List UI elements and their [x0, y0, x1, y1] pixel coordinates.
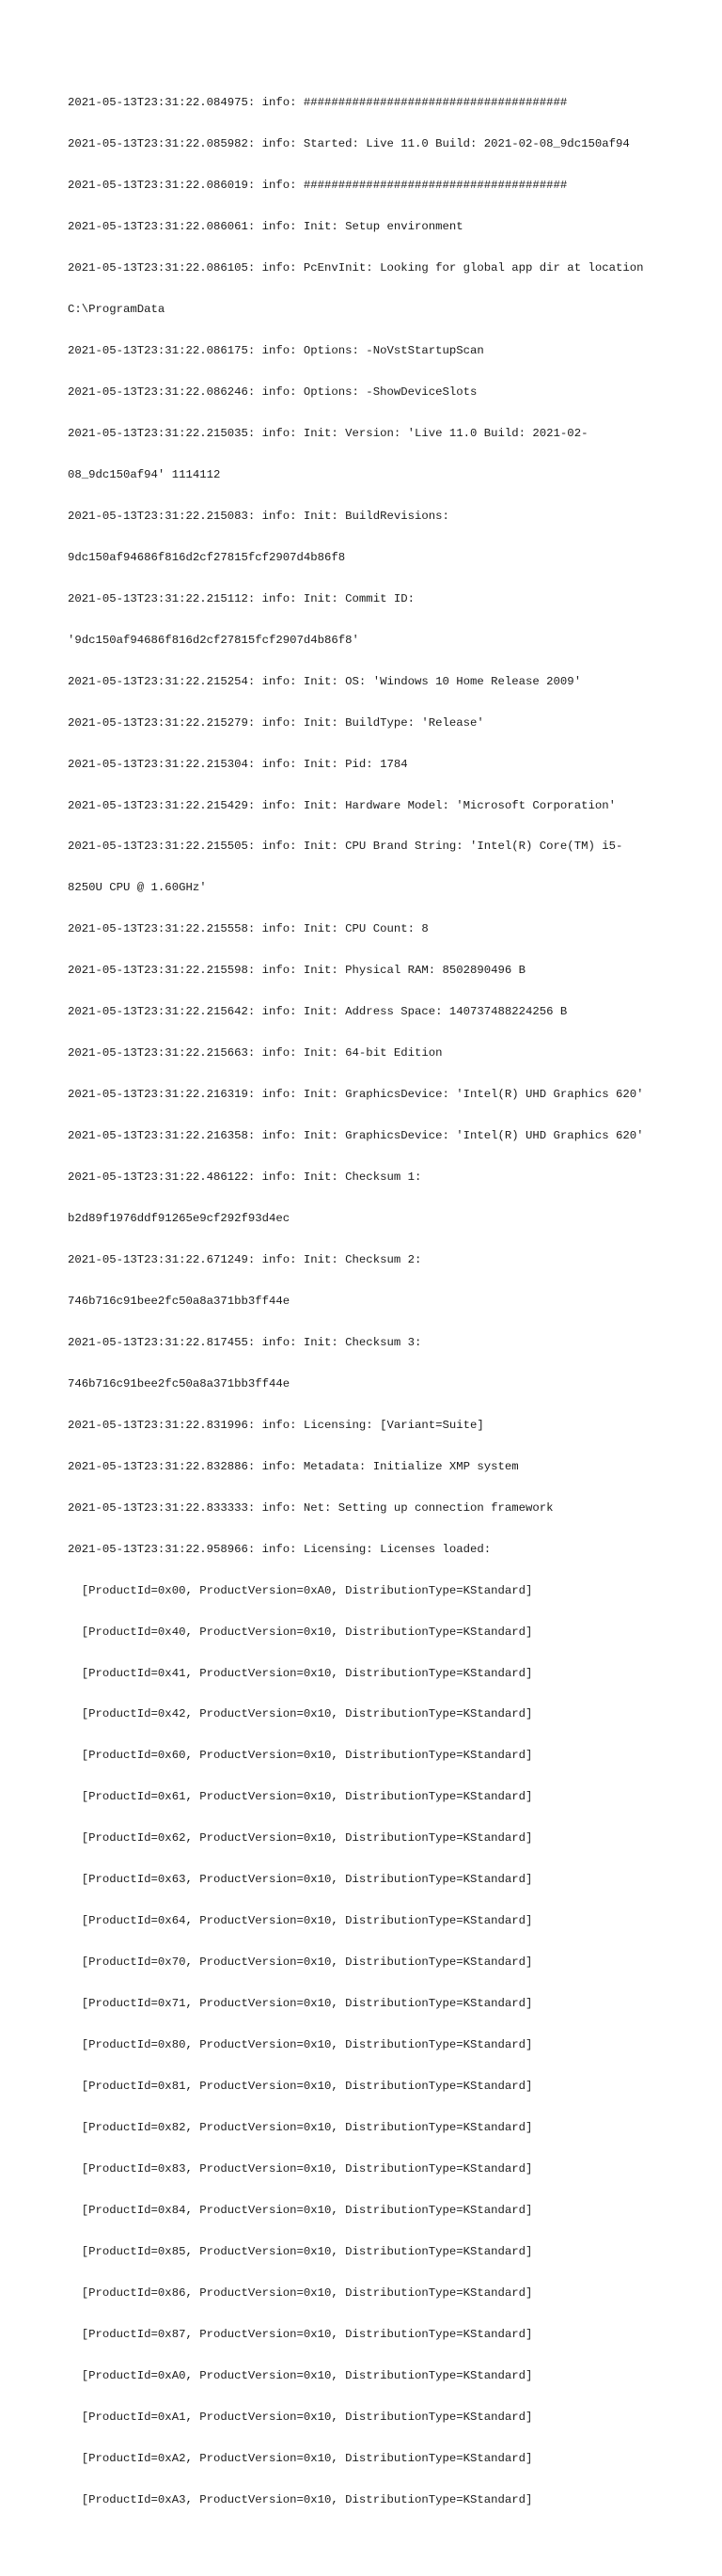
log-line: 746b716c91bee2fc50a8a371bb3ff44e	[68, 1294, 290, 1308]
log-line: 2021-05-13T23:31:22.817455: info: Init: Checksum 3:	[68, 1335, 422, 1349]
log-line: [ProductId=0xA3, ProductVersion=0x10, DistributionType=KStandard]	[68, 2492, 533, 2506]
log-line: 2021-05-13T23:31:22.215663: info: Init: 64-bit Edition	[68, 1046, 443, 1060]
log-line: [ProductId=0x83, ProductVersion=0x10, DistributionType=KStandard]	[68, 2161, 533, 2175]
log-line: [ProductId=0x40, ProductVersion=0x10, DistributionType=KStandard]	[68, 1625, 533, 1639]
log-line: [ProductId=0x71, ProductVersion=0x10, DistributionType=KStandard]	[68, 1997, 533, 2011]
log-line: [ProductId=0x62, ProductVersion=0x10, DistributionType=KStandard]	[68, 1831, 533, 1846]
log-line: 2021-05-13T23:31:22.086246: info: Options: -ShowDeviceSlots	[68, 385, 478, 399]
log-line: [ProductId=0x87, ProductVersion=0x10, DistributionType=KStandard]	[68, 2327, 533, 2341]
log-line: 746b716c91bee2fc50a8a371bb3ff44e	[68, 1376, 290, 1390]
log-line: [ProductId=0xA2, ProductVersion=0x10, DistributionType=KStandard]	[68, 2451, 533, 2465]
log-line: 2021-05-13T23:31:22.216319: info: Init: GraphicsDevice: 'Intel(R) UHD Graphics 620'	[68, 1088, 644, 1102]
log-line: 2021-05-13T23:31:22.085982: info: Started: Live 11.0 Build: 2021-02-08_9dc150af94	[68, 137, 630, 151]
log-line: 2021-05-13T23:31:22.215254: info: Init: OS: 'Windows 10 Home Release 2009'	[68, 674, 582, 688]
log-line: [ProductId=0x70, ProductVersion=0x10, DistributionType=KStandard]	[68, 1956, 533, 1970]
log-line: 2021-05-13T23:31:22.086175: info: Options: -NoVstStartupScan	[68, 344, 484, 358]
log-line: 2021-05-13T23:31:22.833333: info: Net: Setting up connection framework	[68, 1500, 554, 1515]
log-line: [ProductId=0x64, ProductVersion=0x10, DistributionType=KStandard]	[68, 1914, 533, 1928]
log-line: [ProductId=0x85, ProductVersion=0x10, DistributionType=KStandard]	[68, 2244, 533, 2258]
log-line: 2021-05-13T23:31:22.086061: info: Init: Setup environment	[68, 220, 463, 234]
log-line: 2021-05-13T23:31:22.216358: info: Init: GraphicsDevice: 'Intel(R) UHD Graphics 620'	[68, 1129, 644, 1143]
log-line: [ProductId=0x63, ProductVersion=0x10, DistributionType=KStandard]	[68, 1873, 533, 1887]
log-line: 2021-05-13T23:31:22.215505: info: Init: CPU Brand String: 'Intel(R) Core(TM) i5-	[68, 840, 623, 854]
log-line: 2021-05-13T23:31:22.486122: info: Init: Checksum 1:	[68, 1170, 422, 1185]
log-text-block	[68, 69, 669, 2576]
log-line: 2021-05-13T23:31:22.215304: info: Init: Pid: 1784	[68, 757, 408, 771]
log-line: [ProductId=0x80, ProductVersion=0x10, DistributionType=KStandard]	[68, 2038, 533, 2052]
log-line: [ProductId=0x00, ProductVersion=0xA0, DistributionType=KStandard]	[68, 1583, 533, 1597]
log-line: [ProductId=0x82, ProductVersion=0x10, DistributionType=KStandard]	[68, 2121, 533, 2135]
log-line: 2021-05-13T23:31:22.215112: info: Init: Commit ID:	[68, 591, 415, 605]
log-line: 2021-05-13T23:31:22.215558: info: Init: CPU Count: 8	[68, 922, 429, 936]
log-line: 2021-05-13T23:31:22.671249: info: Init: Checksum 2:	[68, 1253, 422, 1266]
log-line	[68, 2535, 669, 2549]
log-line: 9dc150af94686f816d2cf27815fcf2907d4b86f8	[68, 550, 346, 564]
log-line: 2021-05-13T23:31:22.215429: info: Init: Hardware Model: 'Microsoft Corporation'	[68, 798, 616, 812]
log-line: 2021-05-13T23:31:22.215642: info: Init: Address Space: 140737488224256 B	[68, 1005, 568, 1019]
log-line: 2021-05-13T23:31:22.832886: info: Metadata: Initialize XMP system	[68, 1459, 519, 1473]
log-line: [ProductId=0xA1, ProductVersion=0x10, DistributionType=KStandard]	[68, 2410, 533, 2424]
log-line: 2021-05-13T23:31:22.215598: info: Init: Physical RAM: 8502890496 B	[68, 964, 526, 978]
log-line: [ProductId=0x60, ProductVersion=0x10, DistributionType=KStandard]	[68, 1749, 533, 1763]
log-line: 2021-05-13T23:31:22.086105: info: PcEnvInit: Looking for global app dir at location	[68, 261, 644, 275]
log-line: [ProductId=0x42, ProductVersion=0x10, DistributionType=KStandard]	[68, 1707, 533, 1721]
log-line: 2021-05-13T23:31:22.215035: info: Init: Version: 'Live 11.0 Build: 2021-02-	[68, 426, 589, 440]
log-line: [ProductId=0x61, ProductVersion=0x10, DistributionType=KStandard]	[68, 1790, 533, 1804]
log-line: 08_9dc150af94' 1114112	[68, 467, 221, 481]
log-line: 2021-05-13T23:31:22.086019: info: ######################################	[68, 179, 568, 193]
log-line: [ProductId=0x84, ProductVersion=0x10, DistributionType=KStandard]	[68, 2203, 533, 2217]
log-line: 2021-05-13T23:31:22.215279: info: Init: BuildType: 'Release'	[68, 715, 484, 730]
log-line: 8250U CPU @ 1.60GHz'	[68, 881, 207, 895]
log-line: [ProductId=0x81, ProductVersion=0x10, DistributionType=KStandard]	[68, 2080, 533, 2094]
log-line: 2021-05-13T23:31:22.084975: info: ######################################	[68, 96, 568, 110]
log-line: b2d89f1976ddf91265e9cf292f93d4ec	[68, 1212, 290, 1226]
log-line: [ProductId=0x41, ProductVersion=0x10, DistributionType=KStandard]	[68, 1666, 533, 1680]
log-line: 2021-05-13T23:31:22.215083: info: Init: BuildRevisions:	[68, 509, 449, 523]
log-line: [ProductId=0x86, ProductVersion=0x10, DistributionType=KStandard]	[68, 2285, 533, 2300]
log-line: [ProductId=0xA0, ProductVersion=0x10, DistributionType=KStandard]	[68, 2368, 533, 2382]
log-line: '9dc150af94686f816d2cf27815fcf2907d4b86f8'	[68, 633, 359, 647]
log-line: C:\ProgramData	[68, 303, 165, 317]
log-line: 2021-05-13T23:31:22.958966: info: Licensing: Licenses loaded:	[68, 1542, 492, 1556]
log-line: 2021-05-13T23:31:22.831996: info: Licensing: [Variant=Suite]	[68, 1418, 484, 1432]
